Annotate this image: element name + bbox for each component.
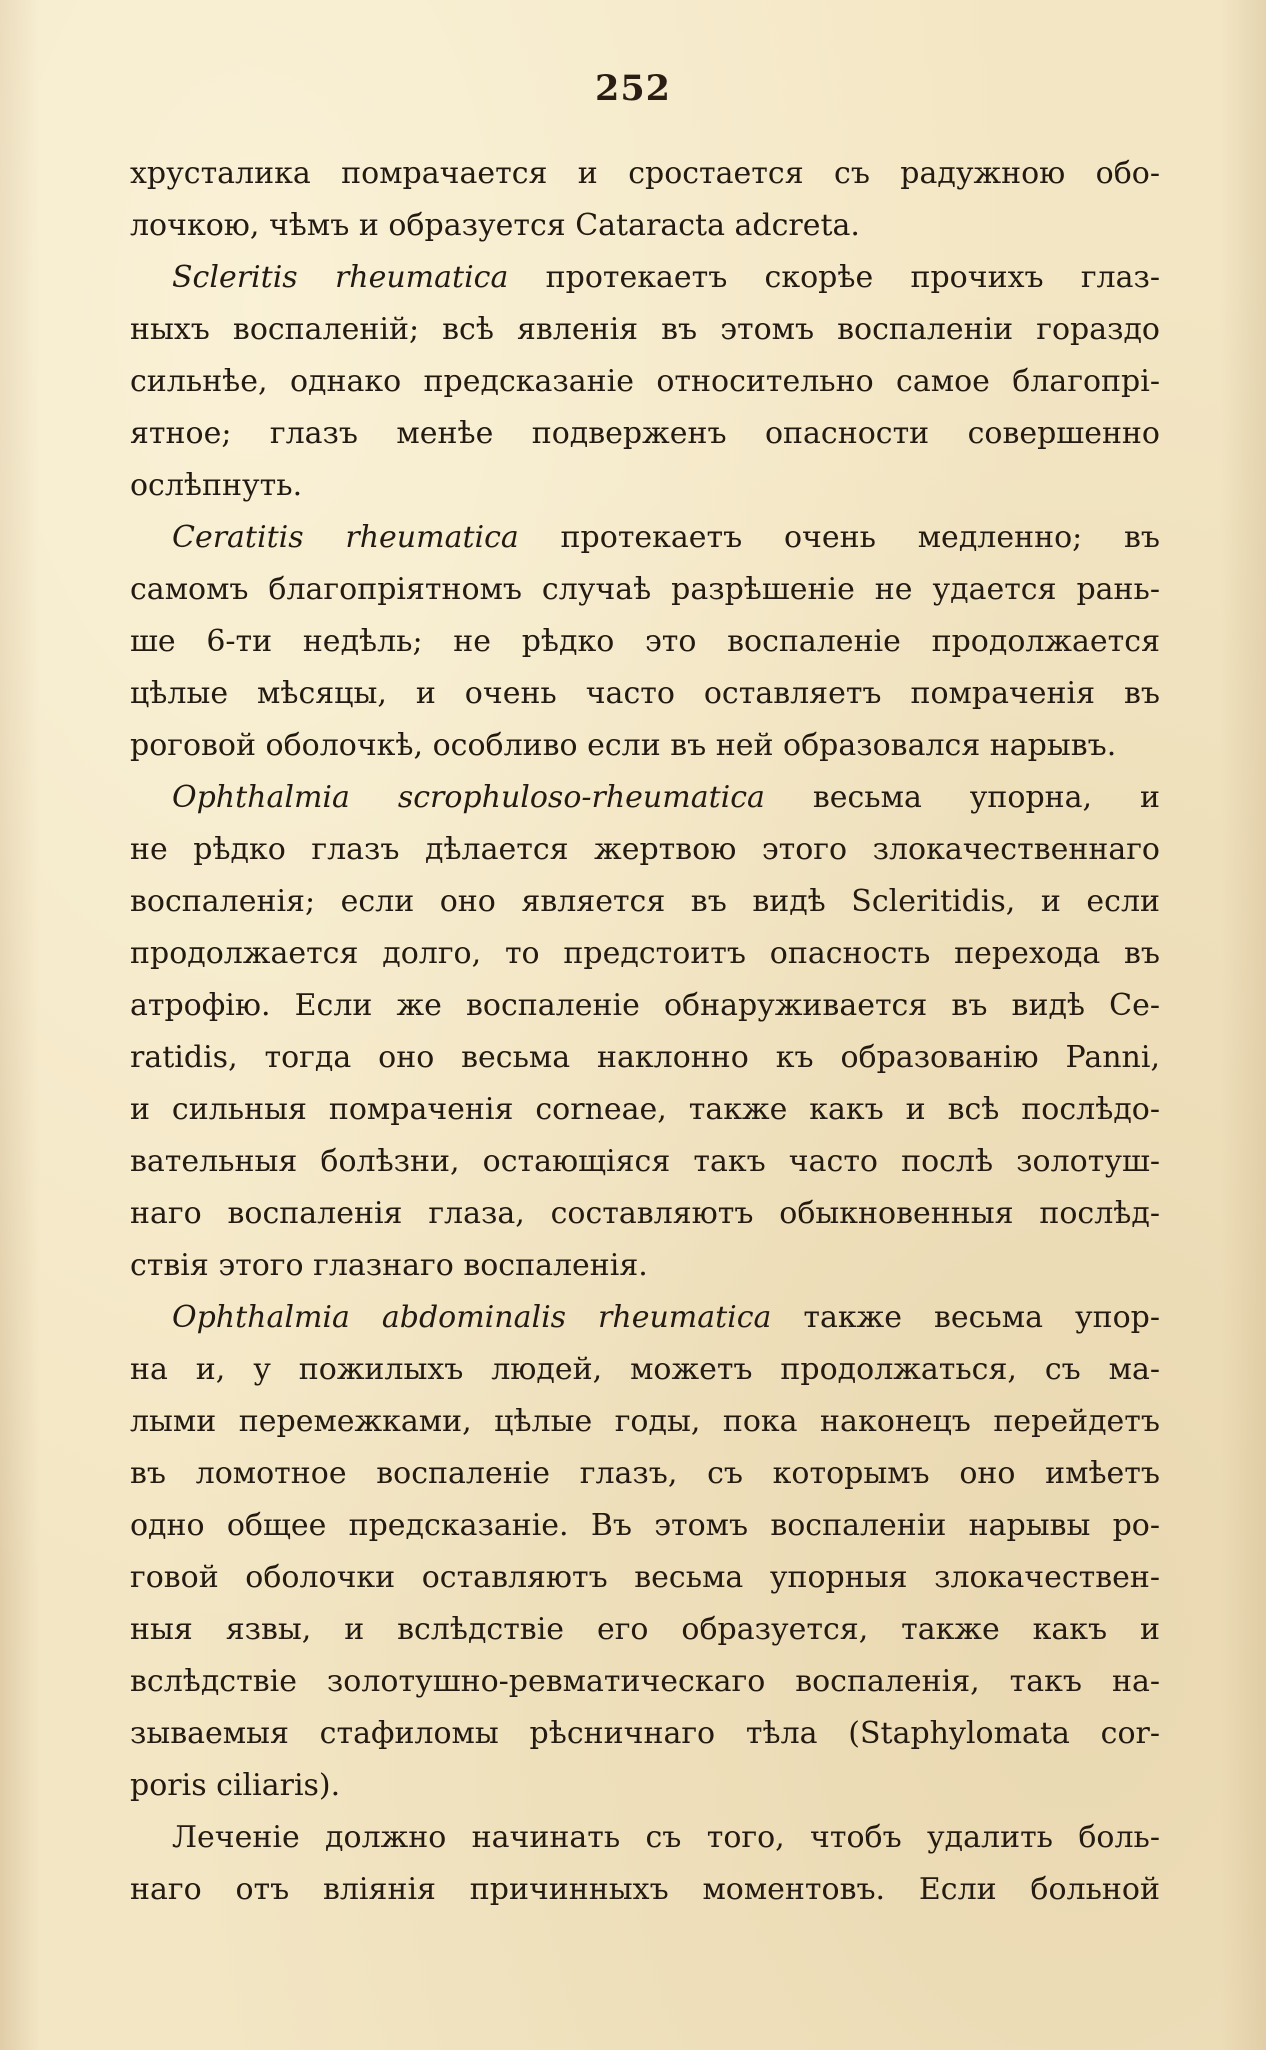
line-text: говой оболочки оставляютъ весьма упорныя злокачествен- [130, 1560, 1160, 1595]
text-line [130, 928, 1160, 980]
line-text: вательныя болѣзни, остающіяся такъ часто послѣ золотуш- [130, 1144, 1160, 1179]
text-line [130, 1136, 1160, 1188]
text-line [130, 1812, 1160, 1864]
line-text: также весьма упор- [771, 1300, 1160, 1335]
line-text: лочкою, чѣмъ и образуется Cataracta adcreta. [130, 208, 860, 243]
text-line [130, 1760, 1160, 1812]
text-line [130, 824, 1160, 876]
text-line [130, 512, 1160, 564]
line-text: Леченіе должно начинать съ того, чтобъ удалить боль- [172, 1820, 1160, 1855]
line-text: одно общее предсказаніе. Въ этомъ воспаленіи нарывы ро- [130, 1508, 1160, 1543]
line-text: воспаленія; если оно является въ видѣ Scleritidis, и если [130, 884, 1160, 919]
text-line [130, 460, 1160, 512]
text-line [130, 1344, 1160, 1396]
text-line [130, 356, 1160, 408]
line-text: вслѣдствіе золотушно-ревматическаго воспаленія, такъ на- [130, 1664, 1160, 1699]
text-line [130, 1604, 1160, 1656]
text-line [130, 1292, 1160, 1344]
page-number: 252 [594, 68, 672, 109]
text-line [130, 720, 1160, 772]
line-text: роговой оболочкѣ, особливо если въ ней образовался нарывъ. [130, 728, 1117, 763]
line-text: самомъ благопріятномъ случаѣ разрѣшеніе не удается рань- [130, 572, 1160, 607]
text-line [130, 1084, 1160, 1136]
line-text: въ ломотное воспаленіе глазъ, съ которымъ оно имѣетъ [130, 1456, 1160, 1491]
line-text: сильнѣе, однако предсказаніе относительно самое благопрі- [130, 364, 1160, 399]
latin-term: Ophthalmia scrophuloso-rheumatica [172, 780, 765, 815]
line-text: хрусталика помрачается и сростается съ радужною обо- [130, 156, 1160, 191]
text-line [130, 200, 1160, 252]
text-line [130, 616, 1160, 668]
line-text: на и, у пожилыхъ людей, можетъ продолжаться, съ ма- [130, 1352, 1160, 1387]
text-line [130, 1188, 1160, 1240]
line-text: атрофію. Если же воспаленіе обнаруживается въ видѣ Ce- [130, 988, 1160, 1023]
line-text: лыми перемежками, цѣлые годы, пока наконецъ перейдетъ [130, 1404, 1160, 1439]
line-text: зываемыя стафиломы рѣсничнаго тѣла (Staphylomata cor- [130, 1716, 1160, 1751]
text-line [130, 876, 1160, 928]
line-text: цѣлые мѣсяцы, и очень часто оставляетъ помраченія въ [130, 676, 1160, 711]
line-text: наго отъ вліянія причинныхъ моментовъ. Если больной [130, 1872, 1160, 1907]
latin-term: Scleritis rheumatica [172, 260, 509, 295]
text-line [130, 148, 1160, 200]
text-line [130, 304, 1160, 356]
line-text: протекаетъ очень медленно; въ [518, 520, 1160, 555]
text-line [130, 1500, 1160, 1552]
text-line [130, 564, 1160, 616]
line-text: продолжается долго, то предстоитъ опасность перехода въ [130, 936, 1160, 971]
line-text: ratidis, тогда оно весьма наклонно къ образованію Panni, [130, 1040, 1160, 1075]
text-line [130, 408, 1160, 460]
text-line [130, 1864, 1160, 1916]
text-line [130, 1032, 1160, 1084]
line-text: ныя язвы, и вслѣдствіе его образуется, также какъ и [130, 1612, 1160, 1647]
text-line [130, 1656, 1160, 1708]
text-line [130, 772, 1160, 824]
line-text: не рѣдко глазъ дѣлается жертвою этого злокачественнаго [130, 832, 1160, 867]
text-line [130, 980, 1160, 1032]
line-text: ослѣпнуть. [130, 468, 303, 503]
text-line [130, 1396, 1160, 1448]
text-line [130, 1708, 1160, 1760]
line-text: ствія этого глазнаго воспаленія. [130, 1248, 648, 1283]
body-text [130, 148, 1160, 1916]
text-line [130, 252, 1160, 304]
latin-term: Ophthalmia abdominalis rheumatica [172, 1300, 772, 1335]
line-text: ныхъ воспаленій; всѣ явленія въ этомъ воспаленіи гораздо [130, 312, 1160, 347]
text-line [130, 1448, 1160, 1500]
text-line [130, 668, 1160, 720]
line-text: poris ciliaris). [130, 1768, 341, 1803]
text-line [130, 1552, 1160, 1604]
line-text: ятное; глазъ менѣе подверженъ опасности совершенно [130, 416, 1160, 451]
latin-term: Ceratitis rheumatica [172, 520, 519, 555]
line-text: и сильныя помраченія corneae, также какъ и всѣ послѣдо- [130, 1092, 1160, 1127]
line-text: весьма упорна, и [764, 780, 1160, 815]
text-line [130, 1240, 1160, 1292]
line-text: наго воспаленія глаза, составляютъ обыкновенныя послѣд- [130, 1196, 1160, 1231]
line-text: ше 6-ти недѣль; не рѣдко это воспаленіе продолжается [130, 624, 1160, 659]
line-text: протекаетъ скорѣе прочихъ глаз- [508, 260, 1160, 295]
